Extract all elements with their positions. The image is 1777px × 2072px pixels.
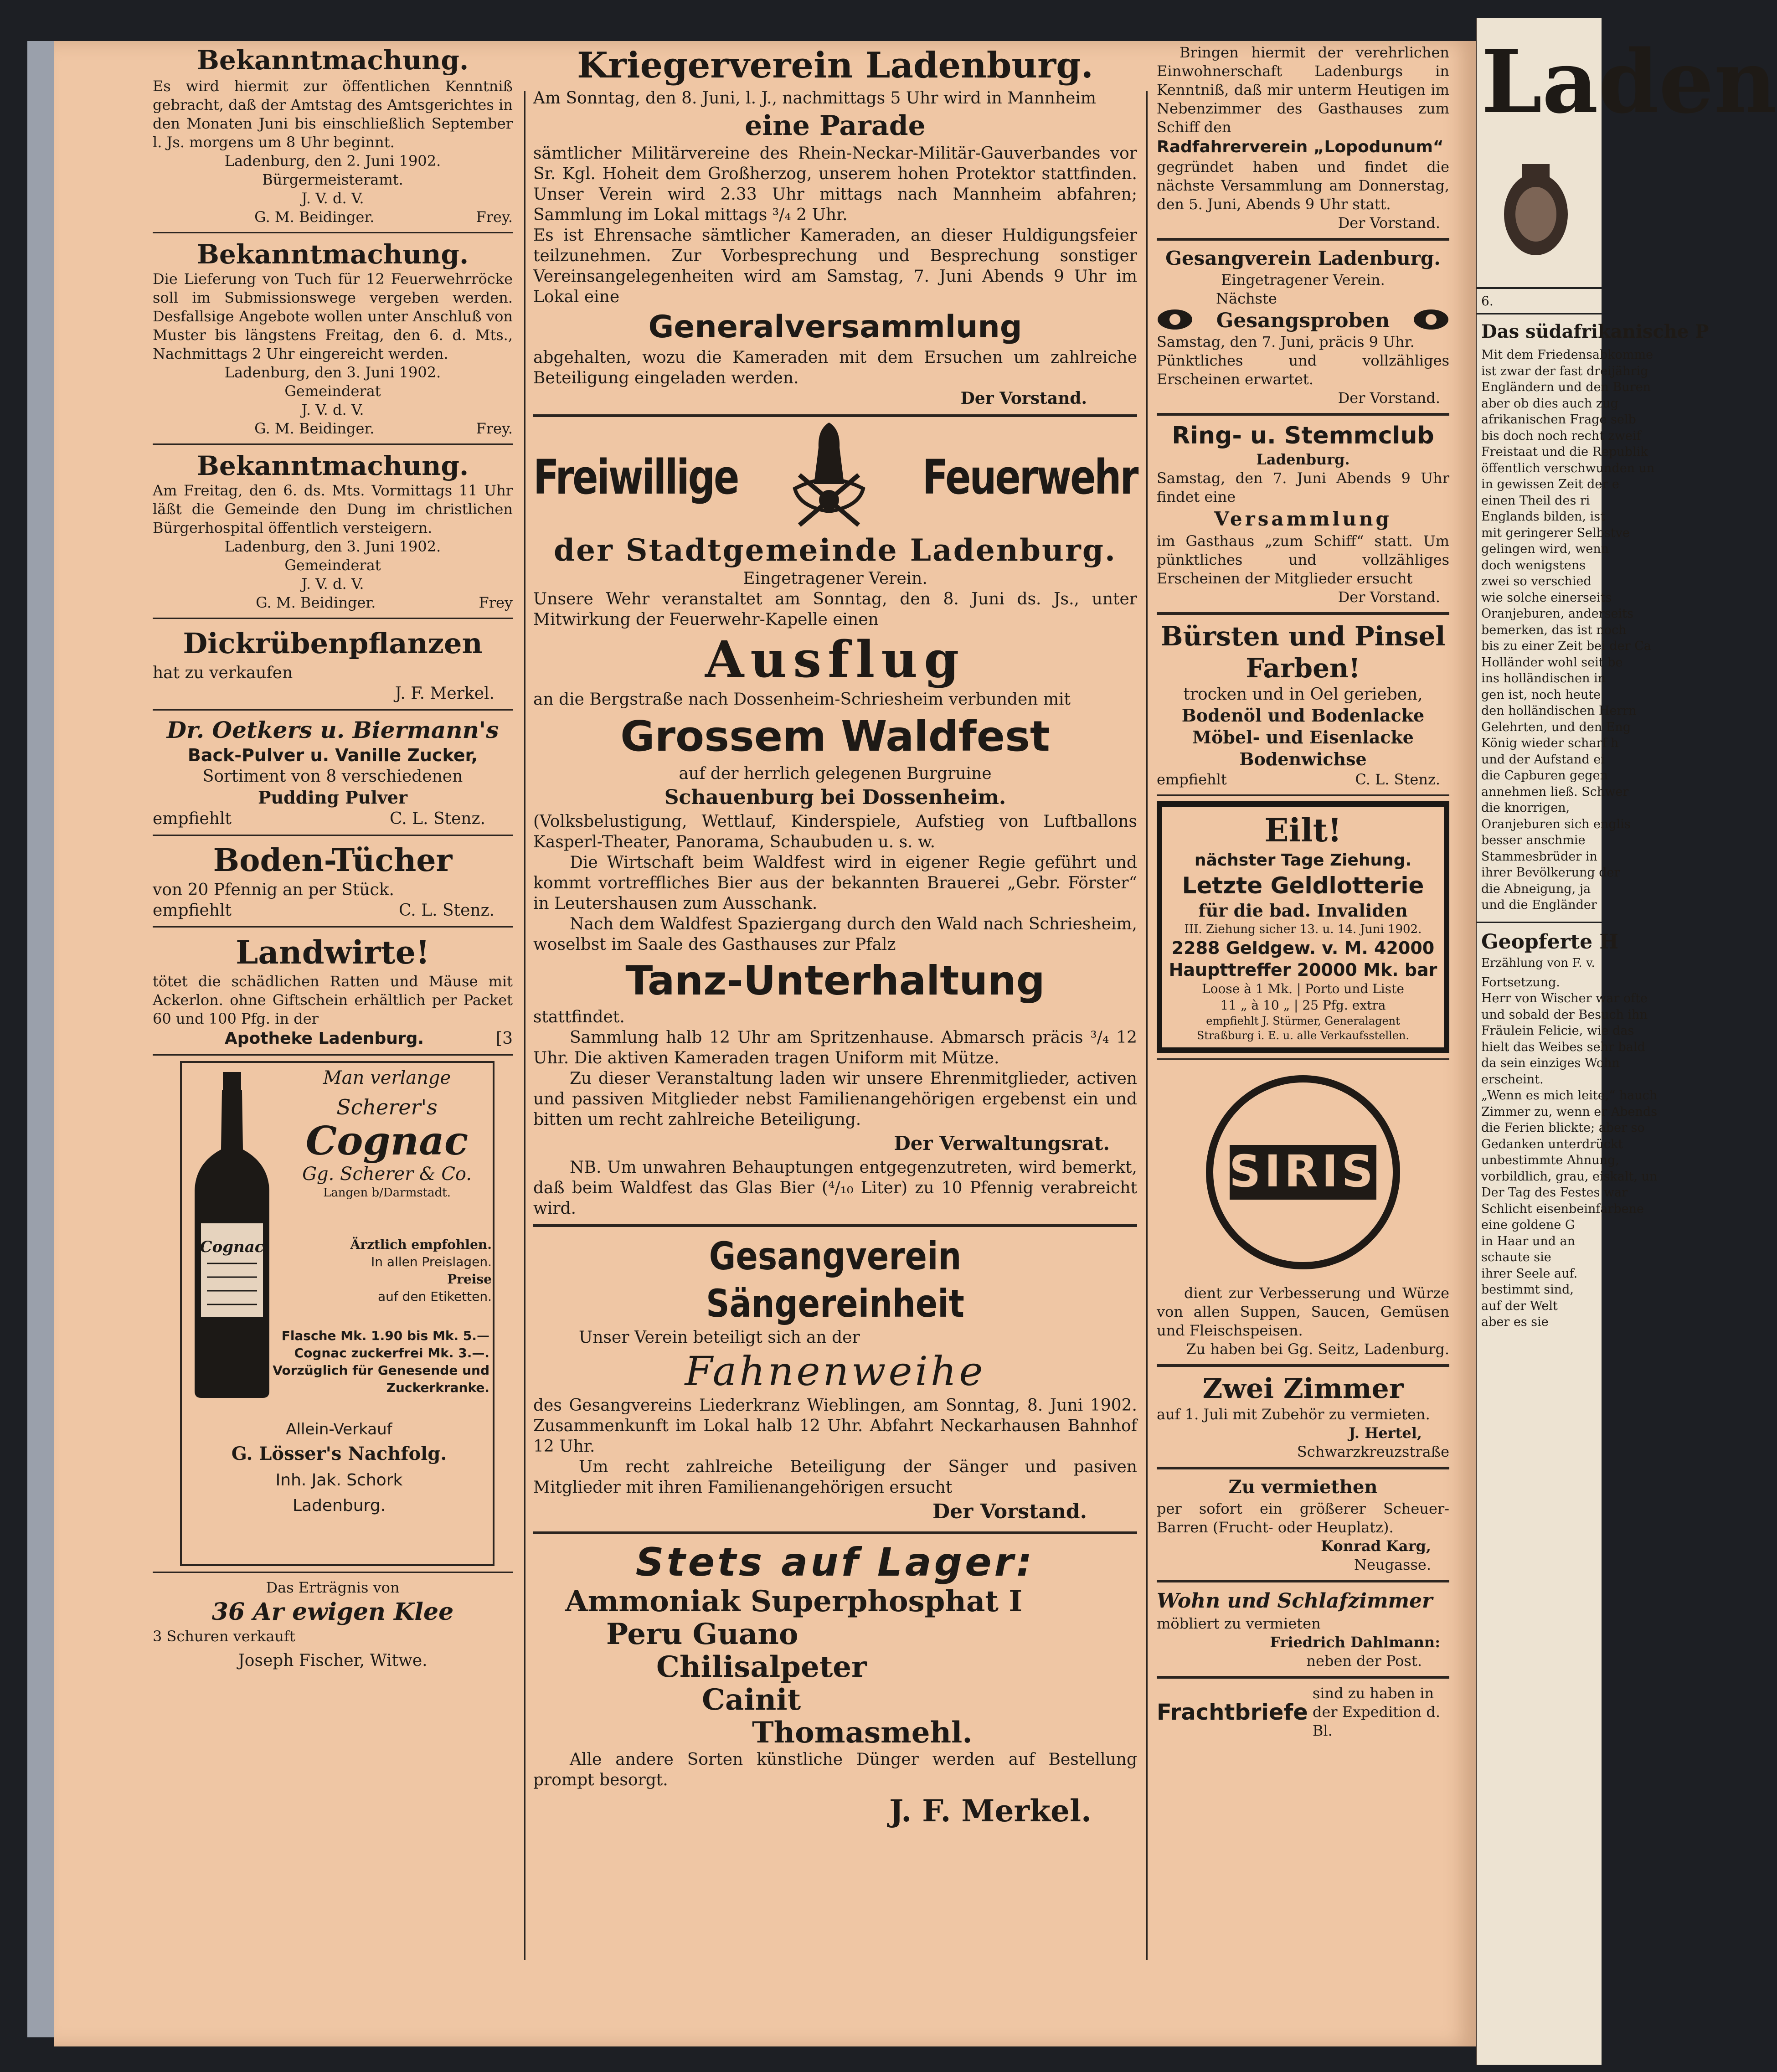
text-line: Fortsetzung. — [1481, 975, 1560, 990]
text-line: bis doch noch recht zweif — [1481, 428, 1641, 443]
ad-feuerwehr-line-9: Sammlung halb 12 Uhr am Spritzenhause. Abmarsch präcis ³/₄ 12 Uhr. Die aktiven Kameraden tragen Uniform mit Mütze. — [533, 1028, 1137, 1067]
text-line: gen ist, noch heute — [1481, 687, 1601, 702]
divider — [153, 232, 513, 233]
text-line: aber es sie — [1481, 1315, 1549, 1329]
ad-zu-vermiethen-text: per sofort ein größerer Scheuer-Barren (Frucht- oder Heuplatz). — [1157, 1500, 1449, 1536]
ad-cognac-price-levels: In allen Preislagen. — [371, 1254, 492, 1269]
notice-2-office: Gemeinderat — [284, 382, 381, 400]
text-line: Mit dem Friedensabkomme — [1481, 348, 1653, 362]
divider — [1157, 1467, 1449, 1469]
divider — [533, 1531, 1137, 1534]
column-center — [533, 43, 1137, 1831]
ad-feuerwehr-tanz: Tanz-Unterhaltung — [625, 957, 1045, 1004]
notice-1-office: Bürgermeisteramt. — [262, 171, 403, 188]
ad-lotterie-line-10: Straßburg i. E. u. alle Verkaufsstellen. — [1196, 1029, 1410, 1042]
notice-1-title: Bekanntmachung. — [196, 45, 469, 76]
notice-2-title: Bekanntmachung. — [196, 239, 469, 270]
notice-1 — [153, 43, 513, 227]
next-page — [1477, 18, 1777, 2065]
divider — [1157, 1580, 1449, 1582]
ad-cognac-sugarfree: Cognac zuckerfrei Mk. 3.—. — [294, 1345, 489, 1361]
ad-buersten-left: empfiehlt — [1157, 771, 1227, 788]
ad-frachtbriefe-text: sind zu haben in der Expedition d. Bl. — [1312, 1685, 1441, 1739]
ad-gesangverein-text-2: Pünktliches und vollzähliges Erscheinen erwartet. — [1157, 352, 1449, 388]
text-line: da sein einziges Wohn — [1481, 1056, 1620, 1070]
ad-ringclub-versammlung: Versammlung — [1214, 508, 1392, 530]
divider — [533, 414, 1137, 417]
text-line: Schlicht eisenbeinfarbene — [1481, 1201, 1644, 1216]
text-line: auf der Welt — [1481, 1299, 1558, 1313]
next-page-heading: Das südafrikanische P — [1481, 321, 1709, 342]
ad-saengereinheit-line-2: des Gesangvereins Liederkranz Wieblingen, am Sonntag, 8. Juni 1902. Zusammenkunft im Lokal halb 12 Uhr. Abfahrt Neckarhausen Bahnhof 12 Uhr. — [533, 1396, 1137, 1456]
ad-lotterie-line-8: 11 „ à 10 „ | 25 Pfg. extra — [1220, 998, 1386, 1013]
ad-frachtbriefe-title: Frachtbriefe — [1157, 1699, 1308, 1725]
text-line: und der Aufstand ei — [1481, 752, 1605, 767]
column-rule-left — [524, 91, 525, 1960]
ad-buersten-title: Bürsten und Pinsel — [1160, 621, 1446, 652]
ad-gesangverein-ev: Eingetragener Verein. — [1221, 271, 1385, 289]
ad-cognac-etiketten: auf den Etiketten. — [377, 1289, 492, 1304]
ad-saengereinheit-fahnenweihe: Fahnenweihe — [685, 1348, 986, 1395]
ad-oetker-line-3: Pudding Pulver — [258, 787, 408, 808]
notice-1-signature: G. M. Beidinger. — [254, 208, 375, 226]
text-line: gelingen wird, wenn — [1481, 542, 1609, 556]
text-line: König wieder scharf h — [1481, 736, 1619, 750]
notice-3-signature-2: Frey — [479, 594, 513, 611]
ad-lotterie-line-3: für die bad. Invaliden — [1198, 900, 1408, 921]
divider — [153, 1572, 513, 1573]
ad-dickruebenpflanzen-text: hat zu verkaufen — [153, 664, 293, 682]
ad-oetker-line-2: Sortiment von 8 verschiedenen — [202, 767, 463, 786]
ad-bodentuecher — [153, 841, 513, 921]
ad-landwirte-signature: Apotheke Ladenburg. — [224, 1029, 424, 1048]
next-page-masthead: Laden — [1481, 31, 1777, 133]
ad-saengereinheit — [533, 1232, 1137, 1526]
divider — [153, 835, 513, 836]
divider — [1157, 1676, 1449, 1679]
ad-buersten-line-3: Möbel- und Eisenlacke — [1192, 727, 1414, 747]
notice-1-signature-2: Frey. — [476, 208, 513, 226]
text-line: afrikanischen Frage selb — [1481, 412, 1636, 427]
text-line: Holländer wohl seit be — [1481, 655, 1623, 670]
ad-ringclub-place: Ladenburg. — [1256, 451, 1350, 468]
text-line: erscheint. — [1481, 1072, 1544, 1087]
ad-zu-vermiethen — [1157, 1475, 1449, 1574]
text-line: wie solche einerseits — [1481, 590, 1612, 605]
ad-zu-vermiethen-address: Neugasse. — [1354, 1556, 1431, 1573]
ad-ringclub — [1157, 421, 1449, 607]
ad-lotterie — [1157, 801, 1449, 1053]
ad-lotterie-title: Eilt! — [1264, 811, 1342, 849]
text-line: Oranjeburen, anderseits — [1481, 607, 1633, 621]
ad-ringclub-text: Samstag, den 7. Juni Abends 9 Uhr findet eine — [1157, 469, 1449, 505]
text-line: Oranjeburen sich englis — [1481, 817, 1631, 831]
text-line: unbestimmte Ahnung, — [1481, 1153, 1619, 1167]
text-line: bemerken, das ist noch — [1481, 623, 1627, 637]
next-page-column-2 — [1481, 974, 1658, 1330]
column-rule-right — [1146, 91, 1148, 1960]
next-page-issue-number: 6. — [1481, 294, 1494, 309]
notice-2-text: Die Lieferung von Tuch für 12 Feuerwehrröcke soll im Submissionswege vergeben werden. Desfallsige Angebote wollen unter Anschluß von Muster bis längstens Freitag, den 6. d. Mts., Nachmittags 2 Uhr eingereicht werden. — [153, 270, 513, 362]
text-line: Englands bilden, ist — [1481, 510, 1605, 524]
ad-buersten-line-1: trocken und in Oel gerieben, — [1183, 685, 1423, 704]
text-line: ins holländischen in — [1481, 671, 1606, 686]
crest-icon — [1495, 160, 1577, 269]
text-line: und sobald der Besuch ihn — [1481, 1007, 1648, 1022]
notice-2-signature: G. M. Beidinger. — [254, 420, 375, 437]
ad-oetker-signature: C. L. Stenz. — [390, 809, 485, 828]
text-line: ist zwar der fast dreijährig — [1481, 364, 1648, 378]
ad-lager-title: Stets auf Lager: — [635, 1540, 1035, 1585]
text-line: Der Tag des Festes war — [1481, 1185, 1628, 1200]
ad-klee-line-2: 36 Ar ewigen Klee — [211, 1598, 454, 1626]
ad-lager-item-1: Ammoniak Superphosphat I — [565, 1584, 1023, 1618]
notice-2-place: Ladenburg, den 3. Juni 1902. — [224, 364, 441, 381]
ad-klee — [153, 1578, 513, 1671]
divider — [153, 1054, 513, 1056]
ad-feuerwehr-nb: NB. Um unwahren Behauptungen entgegenzutreten, wird bemerkt, daß beim Waldfest das Glas Bier (⁴/₁₀ Liter) zu 10 Pfennig verabreicht wird. — [533, 1158, 1137, 1218]
ad-zu-vermiethen-signature: Konrad Karg, — [1321, 1537, 1431, 1555]
text-line: öffentlich verschwunden un — [1481, 461, 1655, 475]
svg-text:Cognac: Cognac — [200, 1238, 264, 1256]
text-line: Zimmer zu, wenn er Abends — [1481, 1104, 1658, 1119]
ad-kriegerverein-generalversammlung: Generalversammlung — [648, 309, 1022, 345]
text-line: bestimmt sind, — [1481, 1283, 1574, 1297]
ad-saengereinheit-line-3: Um recht zahlreiche Beteiligung der Sänger und pasiven Mitglieder mit ihren Familienangehörigen ersucht — [533, 1458, 1137, 1497]
column-left — [153, 43, 513, 1671]
ad-gesangverein-title: Gesangverein Ladenburg. — [1165, 247, 1441, 269]
notice-2 — [153, 239, 513, 438]
ad-gesangverein-next: Nächste — [1216, 290, 1277, 307]
text-line: die knorrigen, — [1481, 801, 1570, 815]
notice-3-jvdv: J. V. d. V. — [301, 575, 364, 593]
next-page-column — [1481, 347, 1655, 913]
notice-3-title: Bekanntmachung. — [196, 450, 469, 481]
divider — [1157, 612, 1449, 615]
ad-kriegerverein-line-4: abgehalten, wozu die Kameraden mit dem Ersuchen um zahlreiche Beteiligung eingeladen werden. — [533, 348, 1137, 387]
ad-lotterie-line-7: Loose à 1 Mk. | Porto und Liste — [1202, 981, 1404, 996]
ad-kriegerverein — [533, 43, 1137, 409]
text-line: Gelehrten, und den Eng — [1481, 720, 1631, 734]
ad-radfahrerverein-text-2: gegründet haben und findet die nächste Versammlung am Donnerstag, den 5. Juni, Abends 9 Uhr statt. — [1157, 158, 1449, 213]
ad-landwirte-text: tötet die schädlichen Ratten und Mäuse mit Ackerlon. ohne Giftschein erhältlich per Packet 60 und 100 Pfg. in der — [153, 973, 513, 1027]
eye-icon — [1157, 308, 1193, 333]
ad-wohn-schlafzimmer-address: neben der Post. — [1306, 1652, 1422, 1670]
ad-frachtbriefe — [1157, 1684, 1449, 1740]
ad-klee-line-3: 3 Schuren verkauft — [153, 1628, 295, 1645]
notice-3-signature: G. M. Beidinger. — [256, 594, 376, 611]
text-line: mit geringerer Selbstve — [1481, 526, 1630, 540]
text-line: die Abneigung, ja — [1481, 881, 1591, 896]
ad-kriegerverein-line-3: Es ist Ehrensache sämtlicher Kameraden, an dieser Huldigungsfeier teilzunehmen. Zur Vorbesprechung und Besprechung sonstiger Vereinsangelegenheiten wird am Samstag, 7. Juni Abends 9 Uhr im Lokal eine — [533, 226, 1137, 306]
siris-logo — [1157, 1065, 1449, 1284]
ad-feuerwehr-line-10: Zu dieser Veranstaltung laden wir unsere Ehrenmitglieder, activen und passiven Mitglieder nebst Familienangehörigen ergebenst ein und bitten um recht zahlreiche Beteiligung. — [533, 1069, 1137, 1129]
ad-zwei-zimmer-address: Schwarzkreuzstraße — [1297, 1443, 1449, 1460]
ad-lotterie-line-2: Letzte Geldlotterie — [1182, 872, 1424, 899]
text-line: aber ob dies auch zug — [1481, 396, 1618, 411]
text-line: einen Theil des ri — [1481, 493, 1590, 508]
ad-lotterie-line-1: nächster Tage Ziehung. — [1194, 851, 1412, 870]
ad-siris-sold: Zu haben bei Gg. Seitz, Ladenburg. — [1186, 1340, 1449, 1358]
ad-lager-text: Alle andere Sorten künstliche Dünger werden auf Bestellung prompt besorgt. — [533, 1750, 1137, 1789]
ad-lager-item-2: Peru Guano — [606, 1617, 798, 1651]
ad-saengereinheit-title: Gesangverein Sängereinheit — [706, 1234, 964, 1326]
text-line: Freistaat und die Republik — [1481, 445, 1648, 459]
ad-ringclub-text-2: im Gasthaus „zum Schiff“ statt. Um pünktliches und vollzähliges Erscheinen der Mitglieder ersucht — [1157, 532, 1449, 587]
ad-cognac-recommend: Ärztlich empfohlen. — [350, 1237, 492, 1252]
fire-brigade-emblem-icon — [790, 420, 868, 534]
ad-bodentuecher-line-1: von 20 Pfennig an per Stück. — [153, 881, 394, 899]
ad-bodentuecher-title: Boden-Tücher — [213, 842, 453, 879]
divider — [1157, 238, 1449, 241]
ad-cognac-owner: Inh. Jak. Schork — [275, 1471, 403, 1490]
notice-1-text: Es wird hiermit zur öffentlichen Kenntniß gebracht, daß der Amtstag des Amtsgerichtes in den Monaten Juni bis einschließlich September l. Js. morgens um 8 Uhr beginnt. — [153, 77, 513, 151]
ad-lotterie-line-9: empfiehlt J. Stürmer, Generalagent — [1206, 1015, 1400, 1027]
text-line: ihrer Seele auf. — [1481, 1266, 1578, 1281]
notice-3-place: Ladenburg, den 3. Juni 1902. — [224, 538, 441, 555]
next-page-subheading: Erzählung von F. v. — [1481, 956, 1595, 970]
ad-lotterie-line-6: Haupttreffer 20000 Mk. bar — [1169, 960, 1437, 980]
ad-ringclub-title: Ring- u. Stemmclub — [1172, 422, 1434, 449]
text-line: die Capburen gegen — [1481, 768, 1608, 783]
ad-cognac-brand: Scherer's — [336, 1095, 438, 1119]
ad-feuerwehr-line-7: Nach dem Waldfest Spaziergang durch den Wald nach Schriesheim, woselbst im Saale des Gasthauses zur Pfalz — [533, 915, 1137, 954]
siris-logo-text: SIRIS — [1229, 1146, 1377, 1197]
text-line: bis zu einer Zeit bei der Ca — [1481, 639, 1651, 653]
ad-feuerwehr-line-3: auf der herrlich gelegenen Burgruine — [679, 764, 992, 783]
ad-wohn-schlafzimmer-title: Wohn und Schlafzimmer — [1157, 1589, 1433, 1613]
text-line: vorbildlich, grau, eiskalt, un — [1481, 1169, 1658, 1184]
ad-klee-signature: Joseph Fischer, Witwe. — [238, 1651, 428, 1670]
ad-feuerwehr-line-5: (Volksbelustigung, Wettlauf, Kinderspiele, Aufstieg von Luftballons Kasperl-Theater, Panorama, Schaubuden u. s. w. — [533, 812, 1137, 851]
divider — [1157, 794, 1449, 796]
eye-icon — [1413, 308, 1449, 333]
ad-buersten — [1157, 620, 1449, 789]
ad-feuerwehr-subtitle: der Stadtgemeinde Ladenburg. — [554, 532, 1117, 568]
ad-zwei-zimmer — [1157, 1372, 1449, 1461]
ad-kriegerverein-line-1: Am Sonntag, den 8. Juni, l. J., nachmittags 5 Uhr wird in Mannheim — [533, 89, 1097, 108]
notice-3-office: Gemeinderat — [284, 557, 381, 574]
ad-landwirte — [153, 933, 513, 1049]
divider — [533, 1224, 1137, 1227]
notice-3 — [153, 450, 513, 612]
ad-cognac-for: Vorzüglich für Genesende und Zuckerkranke. — [273, 1363, 489, 1395]
ad-radfahrerverein-name: Radfahrerverein „Lopodunum“ — [1157, 138, 1444, 156]
ad-wohn-schlafzimmer-text: möbliert zu vermieten — [1157, 1615, 1321, 1632]
ad-zwei-zimmer-signature: J. Hertel, — [1349, 1424, 1422, 1442]
text-line: „Wenn es mich leite,“ hauch — [1481, 1088, 1658, 1103]
ad-lager-item-3: Chilisalpeter — [656, 1650, 867, 1684]
ad-zwei-zimmer-text: auf 1. Juli mit Zubehör zu vermieten. — [1157, 1406, 1430, 1423]
text-line: den holländischen Herrn — [1481, 704, 1637, 718]
ad-cognac — [180, 1061, 494, 1566]
text-line: und die Engländer — [1481, 898, 1597, 912]
ad-feuerwehr-line-1: Unsere Wehr veranstaltet am Sonntag, den 8. Juni ds. Js., unter Mitwirkung der Feuerwehr-Kapelle einen — [533, 590, 1137, 629]
ad-siris-text: dient zur Verbesserung und Würze von allen Suppen, Saucen, Gemüsen und Fleischspeisen. — [1157, 1284, 1449, 1339]
ad-oetker-title: Dr. Oetkers u. Biermann's — [166, 716, 499, 743]
ad-landwirte-note: [3 — [496, 1029, 513, 1048]
ad-oetker — [153, 716, 513, 829]
ad-klee-line-1: Das Erträgnis von — [266, 1579, 400, 1596]
text-line: zwei so verschied — [1481, 574, 1592, 588]
text-line: schaute sie — [1481, 1250, 1551, 1264]
ad-cognac-prices: Preise — [447, 1272, 492, 1287]
text-line: Stammesbrüder in — [1481, 849, 1597, 864]
ad-dickruebenpflanzen-signature: J. F. Merkel. — [395, 684, 494, 703]
ad-gesangverein-text: Samstag, den 7. Juni, präcis 9 Uhr. — [1157, 333, 1415, 350]
ad-buersten-line-2: Bodenöl und Bodenlacke — [1181, 705, 1425, 726]
divider — [1157, 1058, 1449, 1060]
notice-2-jvdv: J. V. d. V. — [301, 401, 364, 418]
ad-kriegerverein-parade: eine Parade — [745, 110, 926, 142]
ad-lager-signature: J. F. Merkel. — [889, 1793, 1092, 1829]
ad-cognac-line-1: Man verlange — [323, 1067, 451, 1088]
divider — [1157, 1364, 1449, 1367]
ad-cognac-name: Cognac — [305, 1118, 469, 1164]
ad-saengereinheit-line-1: Unser Verein beteiligt sich an der — [579, 1328, 860, 1347]
ad-feuerwehr-line-2: an die Bergstraße nach Dossenheim-Schriesheim verbunden mit — [533, 690, 1071, 709]
divider — [153, 926, 513, 928]
ad-buersten-line-4: Bodenwichse — [1239, 749, 1367, 769]
notice-1-place: Ladenburg, den 2. Juni 1902. — [224, 152, 441, 170]
ad-bodentuecher-left: empfiehlt — [153, 901, 232, 920]
ad-oetker-line-1: Back-Pulver u. Vanille Zucker, — [187, 745, 478, 765]
text-line: annehmen ließ. Schwer — [1481, 784, 1629, 799]
ad-cognac-firm: Gg. Scherer & Co. — [302, 1164, 472, 1185]
ad-siris — [1157, 1065, 1449, 1359]
ad-cognac-shop: G. Lösser's Nachfolg. — [231, 1443, 447, 1464]
ad-gesangverein-signature: Der Vorstand. — [1338, 389, 1440, 407]
ad-bodentuecher-signature: C. L. Stenz. — [399, 901, 494, 920]
ad-lager-item-4: Cainit — [702, 1683, 801, 1717]
ad-feuerwehr-ausflug: Ausflug — [705, 630, 966, 689]
text-line: besser anschmie — [1481, 833, 1586, 847]
ad-cognac-place: Langen b/Darmstadt. — [323, 1186, 451, 1200]
ad-feuerwehr — [533, 423, 1137, 1219]
ad-feuerwehr-waldfest: Grossem Waldfest — [620, 712, 1050, 761]
ad-gesangverein-proben: Gesangsproben — [1216, 309, 1390, 332]
ad-dickruebenpflanzen-title: Dickrübenpflanzen — [183, 627, 483, 660]
ad-ringclub-signature: Der Vorstand. — [1338, 588, 1440, 606]
ad-gesangverein — [1157, 246, 1449, 407]
text-line: Gedanken unterdrückt — [1481, 1137, 1623, 1151]
ad-radfahrerverein-text: Bringen hiermit der verehrlichen Einwohnerschaft Ladenburgs in Kenntniß, daß mir unterm Heutigen im Nebenzimmer des Gasthauses zum Schiff den — [1157, 44, 1449, 136]
text-line: Fräulein Felicie, wie das — [1481, 1024, 1634, 1038]
text-line: eine goldene G — [1481, 1218, 1575, 1232]
ad-lotterie-line-5: 2288 Geldgew. v. M. 42000 — [1171, 938, 1435, 958]
ad-kriegerverein-line-2: sämtlicher Militärvereine des Rhein-Neckar-Militär-Gauverbandes vor Sr. Kgl. Hoheit dem Großherzog, unserem hohen Protektor stattfinden. Unser Verein wird 2.33 Uhr mittags nach Mannheim abfahren; Sammlung im Lokal mittags ³/₄ 2 Uhr. — [533, 144, 1137, 224]
ad-feuerwehr-title-2: Feuerwehr — [922, 449, 1137, 505]
ad-feuerwehr-line-4: Schauenburg bei Dossenheim. — [664, 786, 1006, 809]
ad-radfahrerverein — [1157, 43, 1449, 232]
notice-1-jvdv: J. V. d. V. — [301, 190, 364, 207]
ad-feuerwehr-signature: Der Verwaltungsrat. — [894, 1132, 1110, 1155]
ad-landwirte-title: Landwirte! — [236, 933, 430, 971]
ad-lotterie-line-4: III. Ziehung sicher 13. u. 14. Juni 1902. — [1184, 923, 1422, 936]
ad-feuerwehr-title-1: Freiwillige — [533, 449, 738, 505]
text-line: Engländern und den Buren — [1481, 380, 1651, 394]
divider — [153, 618, 513, 619]
column-right — [1157, 43, 1449, 1740]
ad-lager-item-5: Thomasmehl. — [752, 1716, 973, 1750]
ad-stets-auf-lager — [533, 1540, 1137, 1831]
ad-dickruebenpflanzen — [153, 624, 513, 704]
ad-wohn-schlafzimmer-signature: Friedrich Dahlmann: — [1270, 1634, 1440, 1651]
ad-oetker-left: empfiehlt — [153, 809, 232, 828]
ad-feuerwehr-line-8: stattfindet. — [533, 1008, 625, 1026]
text-line: hielt das Weibes sehr bald — [1481, 1040, 1645, 1054]
ad-kriegerverein-signature: Der Vorstand. — [960, 389, 1087, 408]
ad-cognac-flask: Flasche Mk. 1.90 bis Mk. 5.— — [281, 1328, 489, 1343]
text-line: die Ferien blickte; aber so — [1481, 1121, 1645, 1135]
ad-zwei-zimmer-title: Zwei Zimmer — [1202, 1373, 1404, 1405]
ad-zu-vermiethen-title: Zu vermiethen — [1228, 1476, 1378, 1498]
ad-feuerwehr-line-6: Die Wirtschaft beim Waldfest wird in eigener Regie geführt und kommt vortreffliches Bier aus der bekannten Brauerei „Gebr. Förster“ in Leutershausen zum Ausschank. — [533, 853, 1137, 913]
ad-buersten-signature: C. L. Stenz. — [1355, 771, 1440, 788]
divider — [153, 709, 513, 711]
ad-saengereinheit-signature: Der Vorstand. — [932, 1500, 1087, 1523]
ad-buersten-farben: Farben! — [1246, 653, 1360, 684]
text-line: ihrer Bevölkerung der — [1481, 866, 1620, 880]
ad-cognac-sole: Allein-Verkauf — [286, 1420, 392, 1438]
ad-kriegerverein-title: Kriegerverein Ladenburg. — [577, 45, 1093, 86]
text-line: doch wenigstens — [1481, 558, 1586, 572]
text-line: in Haar und an — [1481, 1234, 1575, 1248]
notice-3-text: Am Freitag, den 6. ds. Mts. Vormittags 11 Uhr läßt die Gemeinde den Dung im christlichen Bürgerhospital öffentlich versteigern. — [153, 482, 513, 536]
divider — [153, 443, 513, 445]
divider — [1157, 413, 1449, 416]
text-line: Herr von Wischer war ofte — [1481, 991, 1648, 1005]
notice-2-signature-2: Frey. — [476, 420, 513, 437]
next-page-heading-2: Geopferte H — [1481, 930, 1618, 954]
text-line: in gewissen Zeit der e — [1481, 477, 1619, 491]
ad-feuerwehr-ev: Eingetragener Verein. — [743, 569, 927, 588]
ad-wohn-schlafzimmer — [1157, 1588, 1449, 1670]
ad-cognac-city: Ladenburg. — [292, 1496, 386, 1515]
ad-radfahrerverein-signature: Der Vorstand. — [1338, 214, 1440, 232]
